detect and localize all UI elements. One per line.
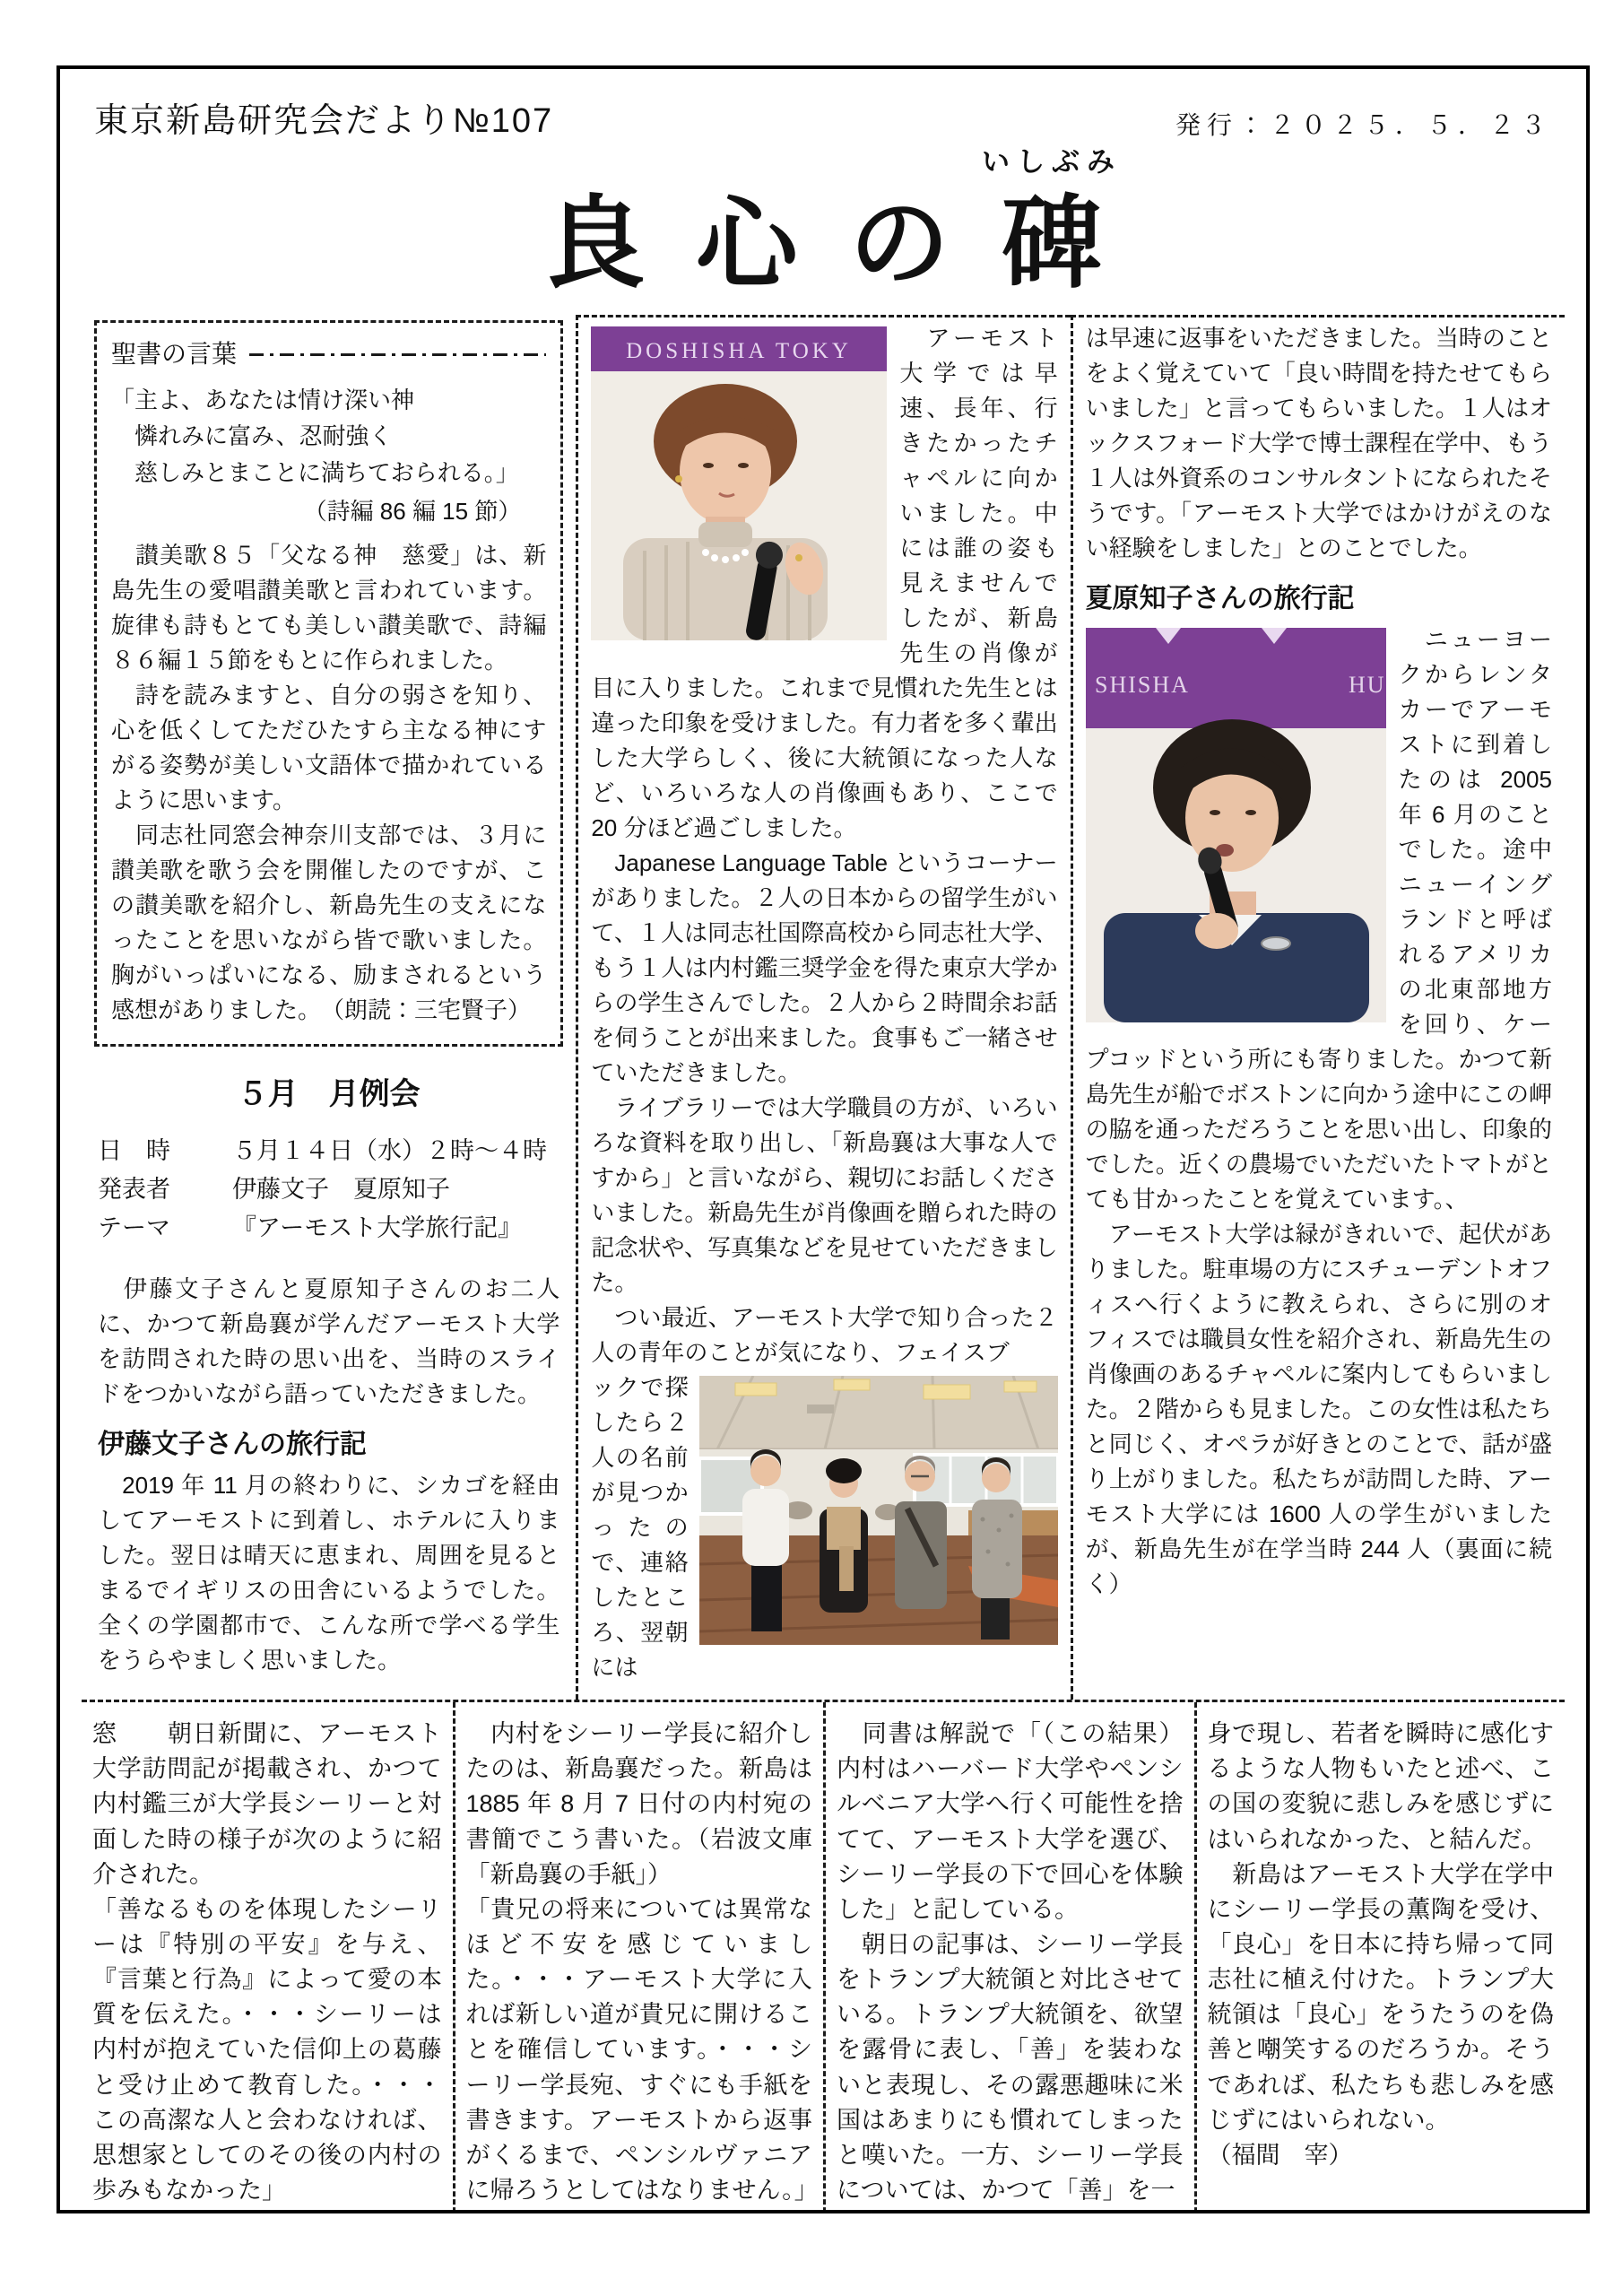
ito-travelogue-heading: 伊藤文子さんの旅行記 <box>98 1429 367 1459</box>
page-title-furigana: いしぶみ <box>982 146 1122 178</box>
masthead <box>82 92 1565 142</box>
meeting-row-datetime <box>98 1132 559 1170</box>
middle-paragraph-2: Japanese Language Table というコーナーがありました。２人の日本からの留学生がいて、１人は同志社国際高校から同志社大学、もう１人は内村鑑三奨学金を得た東京大学からの学生さんでした。２人から２時間余お話を伺うことが出来ました。食事もご一緒させていただきました。 <box>591 849 1058 1087</box>
natsuhara-travelogue-heading: 夏原知子さんの旅行記 <box>1085 584 1355 614</box>
bible-quote-box <box>94 320 563 1047</box>
page-title-last-char: 碑 <box>1002 187 1102 300</box>
ito-travelogue-paragraph: 2019 年 11 月の終わりに、シカゴを経由してアーモストに到着し、ホテルに入りました。翌日は晴天に恵まれ、周囲を見るとまるでイギリスの田舎にいるようでした。全くの学園都市で、こんな所で学べる学生をうらやましく思いました。 <box>98 1471 560 1674</box>
bottom-col3-paragraph: 朝日の記事は、シーリー学長をトランプ大統領と対比させている。トランプ大統領を、欲望を露骨に表し、「善」を装わないと表現し、その露悪趣味に米国はあまりにも慣れてしまったと嘆いた。一方、シーリー学長については、かつて「善」を一 <box>837 1931 1184 2205</box>
right-paragraph-2: ニューヨークからレンタカーでアーモストに到着したのは 2005 年 6 月のことでした。途中ニューイングランドと呼ばれるアメリカの北東部地方を回り、ケープコッドという所にも寄りました。かつて新島先生が船でボストンに向かう途中にこの岬の脇を通っただろうことを思い出し、印象的でした。近くの農場でいただいたトマトがとても甘かったことを覚えています。、 <box>1085 626 1552 1213</box>
bottom-section <box>82 1702 1565 2213</box>
right-paragraph-1: は早速に返事をいただきました。当時のことをよく覚えていて「良い時間を持たせてもらいました」と言ってもらいました。１人はオックスフォード大学で博士課程在学中、もう１人は外資系のコンサルタントになられたそうです。「アーモスト大学ではかけがえのない経験をしました」とのことでした。 <box>1085 325 1552 562</box>
photo-natsuhara-speaker <box>1086 628 1386 1022</box>
meeting-row-presenters <box>98 1170 559 1209</box>
meeting-value: ５月１４日（水）２時～４時 <box>232 1137 547 1165</box>
bottom-col1-quote: 「善なるものを体現したシーリーは『特別の平安』を与え、『言葉と行為』によって愛の本質を伝えた。・・・シーリーは内村が抱えていた信仰上の葛藤と受け止めて教育した。・・・この高潔な人と会わなければ、思想家としてのその後の内村の歩みもなかった」 <box>92 1895 442 2205</box>
bible-paragraph: 讃美歌８５「父なる神 慈愛」は、新島先生の愛唱讃美歌と言われています。旋律も詩もとても美しい讃美歌で、詩編８６編１５節をもとに作られました。 <box>111 542 547 674</box>
top-section <box>82 315 1565 1702</box>
meeting-title: ５月 月例会 <box>237 1077 421 1112</box>
bottom-col2-paragraph: 内村をシーリー学長に紹介したのは、新島襄だった。新島は 1885 年 8 月 7 日付の内村宛の書簡でこう書いた。（岩波文庫「新島襄の手紙」） <box>465 1720 812 1888</box>
middle-paragraph-4a: つい最近、アーモスト大学で知り合った２人の青年のことが気になり、フェイスブ <box>591 1304 1058 1367</box>
bottom-col3-paragraph: 同書は解説で「（この結果）内村はハーバード大学やペンシルベニア大学へ行く可能性を捨てて、アーモスト大学を選び、シーリー学長の下で回心を体験した」と記している。 <box>837 1720 1184 1923</box>
middle-paragraph-3: ライブラリーでは大学職員の方が、いろいろな資料を取り出し、「新島襄は大事な人ですから」と言いながら、親切にお話しくださいました。新島先生が肖像画を贈られた時の記念状や、写真集などを見せていただきました。 <box>591 1094 1058 1297</box>
bible-quote-line: 「主よ、あなたは情け深い神 <box>111 387 415 414</box>
issue-date: 発行：２０２５．５．２３ <box>1175 111 1552 139</box>
bottom-column-1 <box>82 1702 453 2213</box>
bible-heading-row <box>111 335 546 373</box>
column-left <box>82 315 576 1700</box>
facebook-photo-block <box>591 1370 1057 1685</box>
bible-citation: （詩編 86 編 15 節） <box>303 498 522 526</box>
bottom-col2-quote: 「貴兄の将来については異常なほど不安を感じていました。・・・アーモスト大学に入れば新しい道が貴兄に開けることを確信しています。・・・シーリー学長宛、すぐにも手紙を書きます。アーモストから返事がくるまで、ペンシルヴァニアに帰ろうとしてはなりません。」 <box>465 1895 819 2205</box>
page-title <box>82 145 1565 299</box>
meeting-value: 『アーモスト大学旅行記』 <box>232 1214 523 1242</box>
newsletter-page <box>56 65 1590 2213</box>
bible-quote-line: 憐れみに富み、忍耐強く <box>134 422 393 450</box>
author-signature: （福間 宰） <box>1207 2141 1353 2169</box>
right-paragraph-3: アーモスト大学は緑がきれいで、起伏がありました。駐車場の方にスチューデントオフィスへ行くように教えられ、さらに別のオフィスでは職員女性を紹介され、新島先生の肖像画のあるチャペルに案内してもらいました。２階からも見ました。この女性は私たちと同じく、オペラが好きとのことで、話が盛り上がりました。私たちが訪問した時、アーモスト大学には 1600 人の学生がいましたが、新島先生が在学当時 244 人（裏面に続く） <box>1085 1221 1552 1598</box>
middle-paragraph-1: アーモスト大学では早速、長年、行きたかったチャペルに向かいました。中には誰の姿も見えませんでしたが、新島先生の肖像が目に入りました。これまで見慣れた先生とは違った印象を受けました。有力者を多く輩出した大学らしく、後に大統領になった人など、いろいろな人の肖像画もあり、ここで 20 分ほど過ごしました。 <box>591 325 1058 842</box>
meeting-row-theme <box>98 1209 559 1248</box>
bible-paragraph: 同志社同窓会神奈川支部では、３月に讃美歌を歌う会を開催したのですが、この讃美歌を紹介し、新島先生の支えになったことを思いながら皆で歌いました。胸がいっぱいになる、励まされるという感想がありました。 （朗読：三宅賢子） <box>111 822 547 1024</box>
meeting-label: テーマ <box>98 1214 170 1242</box>
column-middle <box>576 315 1070 1700</box>
bible-heading: 聖書の言葉 <box>111 340 238 369</box>
bottom-column-4 <box>1194 1702 1566 2213</box>
photo-library-group <box>699 1376 1058 1645</box>
meeting-label: 日 時 <box>98 1137 170 1165</box>
bottom-col4-paragraph: 身で現し、若者を瞬時に感化するような人物もいたと述べ、この国の変貌に悲しみを感じずにはいられなかった、と結んだ。 <box>1207 1720 1554 1853</box>
meeting-label: 発表者 <box>98 1176 170 1204</box>
photo-banner-text-right: HU <box>1348 672 1386 699</box>
page-title-leading: 良心の <box>544 187 1002 300</box>
column-right <box>1071 315 1565 1700</box>
meeting-intro: 伊藤文子さんと夏原知子さんのお二人に、かつて新島襄が学んだアーモスト大学を訪問された時の思い出を、当時のスライドをつかいながら語っていただきました。 <box>98 1274 560 1407</box>
bible-quote-line: 慈しみとまことに満ちておられる。」 <box>134 458 519 486</box>
dash-dot-rule <box>249 353 546 356</box>
meeting-value: 伊藤文子 夏原知子 <box>232 1176 450 1204</box>
photo-ito-speaker <box>591 326 887 640</box>
photo-banner-text: DOSHISHA TOKY <box>626 339 853 364</box>
bottom-col4-paragraph: 新島はアーモスト大学在学中にシーリー学長の薫陶を受け、「良心」を日本に持ち帰って同志社に植え付けた。トランプ大統領は「良心」をうたうのを偽善と嘲笑するのだろうか。そうであれば、私たちも悲しみを感じずにはいられない。 <box>1207 1860 1554 2134</box>
monthly-meeting-section <box>94 1047 563 1678</box>
bottom-column-2 <box>453 1702 824 2213</box>
bible-paragraph: 詩を読みますと、自分の弱さを知り、心を低くしてただひたすら主なる神にすがる姿勢が美しい文語体で描かれているように思います。 <box>111 682 547 814</box>
photo-banner-text-left: SHISHA <box>1094 672 1190 699</box>
newsletter-name: 東京新島研究会だより№107 <box>94 102 554 140</box>
middle-paragraph-4b: ックで探したら２人の名前が見つかったので、連絡したところ、翌朝には <box>591 1374 689 1682</box>
bottom-col1-paragraph: 窓 朝日新聞に、アーモスト大学訪問記が掲載され、かつて内村鑑三が大学長シーリーと対面した時の様子が次のように紹介された。 <box>92 1720 442 1888</box>
bottom-column-3 <box>823 1702 1194 2213</box>
